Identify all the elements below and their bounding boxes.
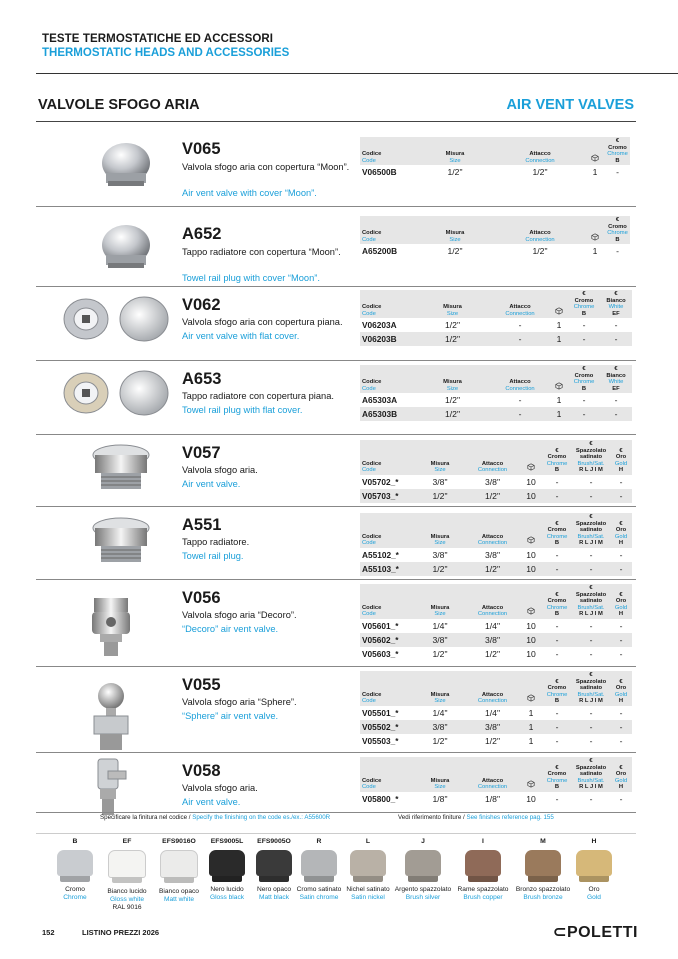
product-desc-it: Tappo radiatore con copertura “Moon”.	[182, 247, 341, 257]
poletti-logo: ⊂POLETTI	[553, 924, 638, 941]
finish-name-en: Gloss white	[109, 896, 145, 903]
finish-code: I	[482, 838, 484, 845]
finish-name-en: Brush bronze	[523, 894, 563, 901]
finish-color-cap	[465, 850, 501, 876]
box-icon	[591, 154, 599, 162]
table-row: A55102_* 3/8" 3/8" 10 - - -	[362, 549, 623, 560]
box-icon	[527, 694, 535, 702]
header-divider	[36, 73, 678, 74]
finish-note-right: Vedi riferimento finiture / See finishes reference pag. 155	[398, 814, 554, 821]
table-row: V05800_* 1/8" 1/8" 10 - - -	[362, 793, 623, 804]
finish-name-it: Nichel satinato	[346, 886, 390, 893]
finish-name-it: Argento spazzolato	[394, 886, 452, 893]
box-icon	[527, 607, 535, 615]
box-icon	[555, 307, 563, 315]
valve-image	[56, 294, 176, 344]
finish-note-left: Specificare la finitura nel codice / Specify the finishing on the code es./ex.: A55600R	[100, 814, 331, 821]
header-label: Codice	[362, 691, 382, 698]
table-row: V05503_* 1/2" 1/2" 1 - - -	[362, 735, 623, 746]
finish-name-en: Chrome	[63, 894, 87, 901]
finish-name-it: Oro	[588, 886, 600, 893]
valve-image	[86, 441, 156, 496]
product-desc-en: Air vent valve with cover “Moon”.	[182, 188, 317, 198]
page-number: 152	[42, 928, 55, 937]
product-desc-en: Air vent valve.	[182, 479, 241, 489]
finish-code: M	[540, 838, 546, 845]
box-icon	[527, 536, 535, 544]
finish-color-cap	[256, 850, 292, 876]
finish-name-en: Gloss black	[209, 894, 245, 901]
header-label: Attacco	[509, 379, 531, 386]
product-divider	[36, 812, 636, 813]
header-label: Codice	[362, 304, 382, 311]
header-label: Attacco	[481, 533, 504, 540]
header-label: Attacco	[529, 230, 551, 237]
finish-name-it: Bronzo spazzolato	[515, 886, 571, 893]
header-label: Attacco	[529, 151, 551, 158]
product-code: V058	[182, 762, 221, 780]
product-table: Codice Code Misura Size Attacco Connection € Cromo Chrome B V06500B 1/2" 1/2" 1 -	[360, 137, 630, 179]
header-label: Attacco	[509, 304, 531, 311]
finish-color-cap	[301, 850, 337, 876]
product-table: Codice Code Misura Size Attacco Connection € Cromo Chrome B € Spazzolato satinato Brush/Sat. R L J I M € Oro Gold H A55102_* 3/8" 3/8" 10 - - - A55103_* 1/2" 1/2" 10 - - -	[360, 513, 632, 576]
table-row: V05702_* 3/8" 3/8" 10 - - -	[362, 476, 623, 487]
product-table: Codice Code Misura Size Attacco Connection € Cromo Chrome B € Spazzolato satinato Brush/Sat. R L J I M € Oro Gold H V05800_* 1/8" 1/8" 10 - - -	[360, 757, 632, 806]
finish-color-cap	[405, 850, 441, 876]
product-desc-it: Valvola sfogo aria con copertura “Moon”.	[182, 162, 350, 172]
finish-code: EFS9005L	[210, 838, 244, 845]
table-row: V05502_* 3/8" 3/8" 1 - - -	[360, 720, 632, 734]
finish-name-it: Cromo satinato	[296, 886, 342, 893]
header-label: Codice	[362, 379, 382, 386]
finish-name-en: Gold	[587, 894, 601, 901]
valve-image	[86, 135, 166, 193]
finish-code: B	[72, 838, 78, 845]
product-table: Codice Code Misura Size Attacco Connection € Cromo Chrome B € Bianco White EF A65303A 1/2" - 1 - - A65303B 1/2" - 1 - -	[360, 365, 632, 421]
header-label: Codice	[362, 604, 382, 611]
finish-swatch-j	[394, 838, 452, 902]
finish-color-cap	[209, 850, 245, 876]
header-label: Misura	[443, 304, 462, 311]
table-row: V05501_* 1/4" 1/4" 1 - - -	[362, 707, 623, 718]
finish-code: EFS9005O	[257, 838, 291, 845]
product-desc-it: Valvola sfogo aria “Sphere”.	[182, 697, 297, 707]
finish-name-en: Matt black	[258, 894, 290, 901]
header-label: Codice	[362, 533, 382, 540]
finish-color-cap	[350, 850, 386, 876]
valve-image	[86, 514, 156, 569]
finish-name-en: Satin nickel	[351, 894, 385, 901]
finish-color-cap	[108, 850, 146, 878]
header-label: Misura	[445, 230, 465, 237]
finish-code: R	[316, 838, 322, 845]
product-code: V062	[182, 296, 221, 314]
finish-code: H	[591, 838, 597, 845]
product-table: Codice Code Misura Size Attacco Connection € Cromo Chrome B A65200B 1/2" 1/2" 1 -	[360, 216, 630, 258]
finish-name-it: Rame spazzolato	[457, 886, 509, 893]
finish-code: EF	[122, 838, 132, 845]
product-desc-it: Tappo radiatore.	[182, 537, 250, 547]
product-code: V057	[182, 444, 221, 462]
product-code: V055	[182, 676, 221, 694]
table-row: A55103_* 1/2" 1/2" 10 - - -	[360, 562, 632, 576]
finish-color-cap	[525, 850, 561, 876]
header-label: Misura	[443, 379, 462, 386]
product-code: A653	[182, 370, 222, 388]
table-row: V05603_* 1/2" 1/2" 10 - - -	[362, 648, 623, 659]
product-desc-en: Towel rail plug with cover “Moon”.	[182, 273, 320, 283]
finish-name-it: Cromo	[65, 886, 85, 893]
finish-code: J	[421, 838, 425, 845]
header-label: Codice	[362, 460, 382, 467]
finish-name-en: Brush silver	[405, 894, 441, 901]
header-label: Misura	[430, 777, 450, 784]
table-row: A65303A 1/2" - 1 - -	[362, 395, 618, 406]
finish-color-cap	[57, 850, 93, 876]
finish-name-it: Nero lucido	[210, 886, 244, 893]
finish-color-cap	[160, 850, 198, 878]
finish-color-cap	[576, 850, 612, 876]
product-desc-it: Valvola sfogo aria “Decoro”.	[182, 610, 297, 620]
product-desc-en: Towel rail plug.	[182, 551, 244, 561]
finish-name-en: Satin chrome	[299, 894, 339, 901]
finish-swatch-i	[454, 838, 512, 902]
product-code: A551	[182, 516, 222, 534]
header-label: Attacco	[481, 777, 504, 784]
price-list-title: LISTINO PREZZI 2026	[82, 928, 160, 937]
finish-swatch-h	[565, 838, 623, 902]
product-desc-en: “Sphere” air vent valve.	[182, 711, 279, 721]
valve-image	[56, 368, 176, 418]
product-table: Codice Code Misura Size Attacco Connection € Cromo Chrome B € Spazzolato satinato Brush/Sat. R L J I M € Oro Gold H V05601_* 1/4" 1/4" 10 - - - V05602_* 3/8" 3/8" 10 - - - V05603_* 1/2" 1/2" 10 - - -	[360, 584, 632, 661]
product-code: V056	[182, 589, 221, 607]
product-desc-en: Air vent valve with flat cover.	[182, 331, 300, 341]
finish-name-en: Brush copper	[463, 894, 503, 901]
header-title-it: TESTE TERMOSTATICHE ED ACCESSORI	[42, 33, 274, 45]
product-desc-it: Valvola sfogo aria.	[182, 465, 258, 475]
header-label: Misura	[430, 604, 450, 611]
finish-name-it: Bianco opaco	[159, 888, 199, 895]
product-desc-en: Air vent valve.	[182, 797, 241, 807]
table-row: V05703_* 1/2" 1/2" 10 - - -	[360, 489, 632, 503]
header-label: Misura	[430, 691, 450, 698]
header-label: Attacco	[481, 691, 504, 698]
product-desc-it: Valvola sfogo aria con copertura piana.	[182, 317, 343, 327]
valve-image	[86, 217, 166, 275]
table-row: A65200B 1/2" 1/2" 1 -	[362, 246, 619, 257]
product-table: Codice Code Misura Size Attacco Connection € Cromo Chrome B € Bianco White EF V06203A 1/2" - 1 - - V06203B 1/2" - 1 - -	[360, 290, 632, 346]
finish-name-en: Matt white	[163, 896, 195, 903]
product-code: V065	[182, 140, 221, 158]
box-icon	[527, 463, 535, 471]
section-title-it: VALVOLE SFOGO ARIA	[38, 97, 200, 113]
table-row: A65303B 1/2" - 1 - -	[360, 407, 632, 421]
table-row: V06203B 1/2" - 1 - -	[360, 332, 632, 346]
header-label: Misura	[430, 460, 450, 467]
finish-swatch-b	[46, 838, 104, 902]
header-label: Misura	[445, 151, 465, 158]
finish-code: L	[365, 838, 371, 845]
finish-swatch-ef	[98, 838, 156, 911]
swatch-divider	[36, 833, 636, 834]
box-icon	[527, 780, 535, 788]
section-title-en: AIR VENT VALVES	[506, 97, 634, 113]
valve-image	[86, 680, 136, 758]
product-desc-it: Valvola sfogo aria.	[182, 783, 258, 793]
table-row: V06203A 1/2" - 1 - -	[362, 320, 618, 331]
header-label: Codice	[362, 777, 382, 784]
header-label: Attacco	[481, 460, 504, 467]
product-desc-en: “Decoro” air vent valve.	[182, 624, 279, 634]
finish-name-it: Bianco lucido	[107, 888, 147, 895]
product-table: Codice Code Misura Size Attacco Connection € Cromo Chrome B € Spazzolato satinato Brush/Sat. R L J I M € Oro Gold H V05501_* 1/4" 1/4" 1 - - - V05502_* 3/8" 3/8" 1 - - - V05503_* 1/2" 1/2" 1 - - -	[360, 671, 632, 748]
product-table: Codice Code Misura Size Attacco Connection € Cromo Chrome B € Spazzolato satinato Brush/Sat. R L J I M € Oro Gold H V05702_* 3/8" 3/8" 10 - - - V05703_* 1/2" 1/2" 10 - - -	[360, 440, 632, 503]
box-icon	[555, 382, 563, 390]
valve-image	[86, 594, 136, 664]
header-label: Codice	[362, 230, 382, 237]
box-icon	[591, 233, 599, 241]
product-code: A652	[182, 225, 222, 243]
table-row: V05601_* 1/4" 1/4" 10 - - -	[362, 620, 623, 631]
finish-name-it: Nero opaco	[256, 886, 292, 893]
finish-swatch-l	[339, 838, 397, 902]
product-desc-en: Towel rail plug with flat cover.	[182, 405, 303, 415]
header-label: Codice	[362, 151, 382, 158]
table-row: V05602_* 3/8" 3/8" 10 - - -	[360, 633, 632, 647]
finish-code: EFS9016O	[162, 838, 196, 845]
header-title-en: THERMOSTATIC HEADS AND ACCESSORIES	[42, 47, 290, 59]
header-label: Misura	[430, 533, 450, 540]
finish-extra: RAL 9016	[112, 904, 142, 911]
finish-swatch-m	[514, 838, 572, 902]
product-desc-it: Tappo radiatore con copertura piana.	[182, 391, 334, 401]
header-label: Attacco	[481, 604, 504, 611]
table-row: V06500B 1/2" 1/2" 1 -	[362, 167, 619, 178]
